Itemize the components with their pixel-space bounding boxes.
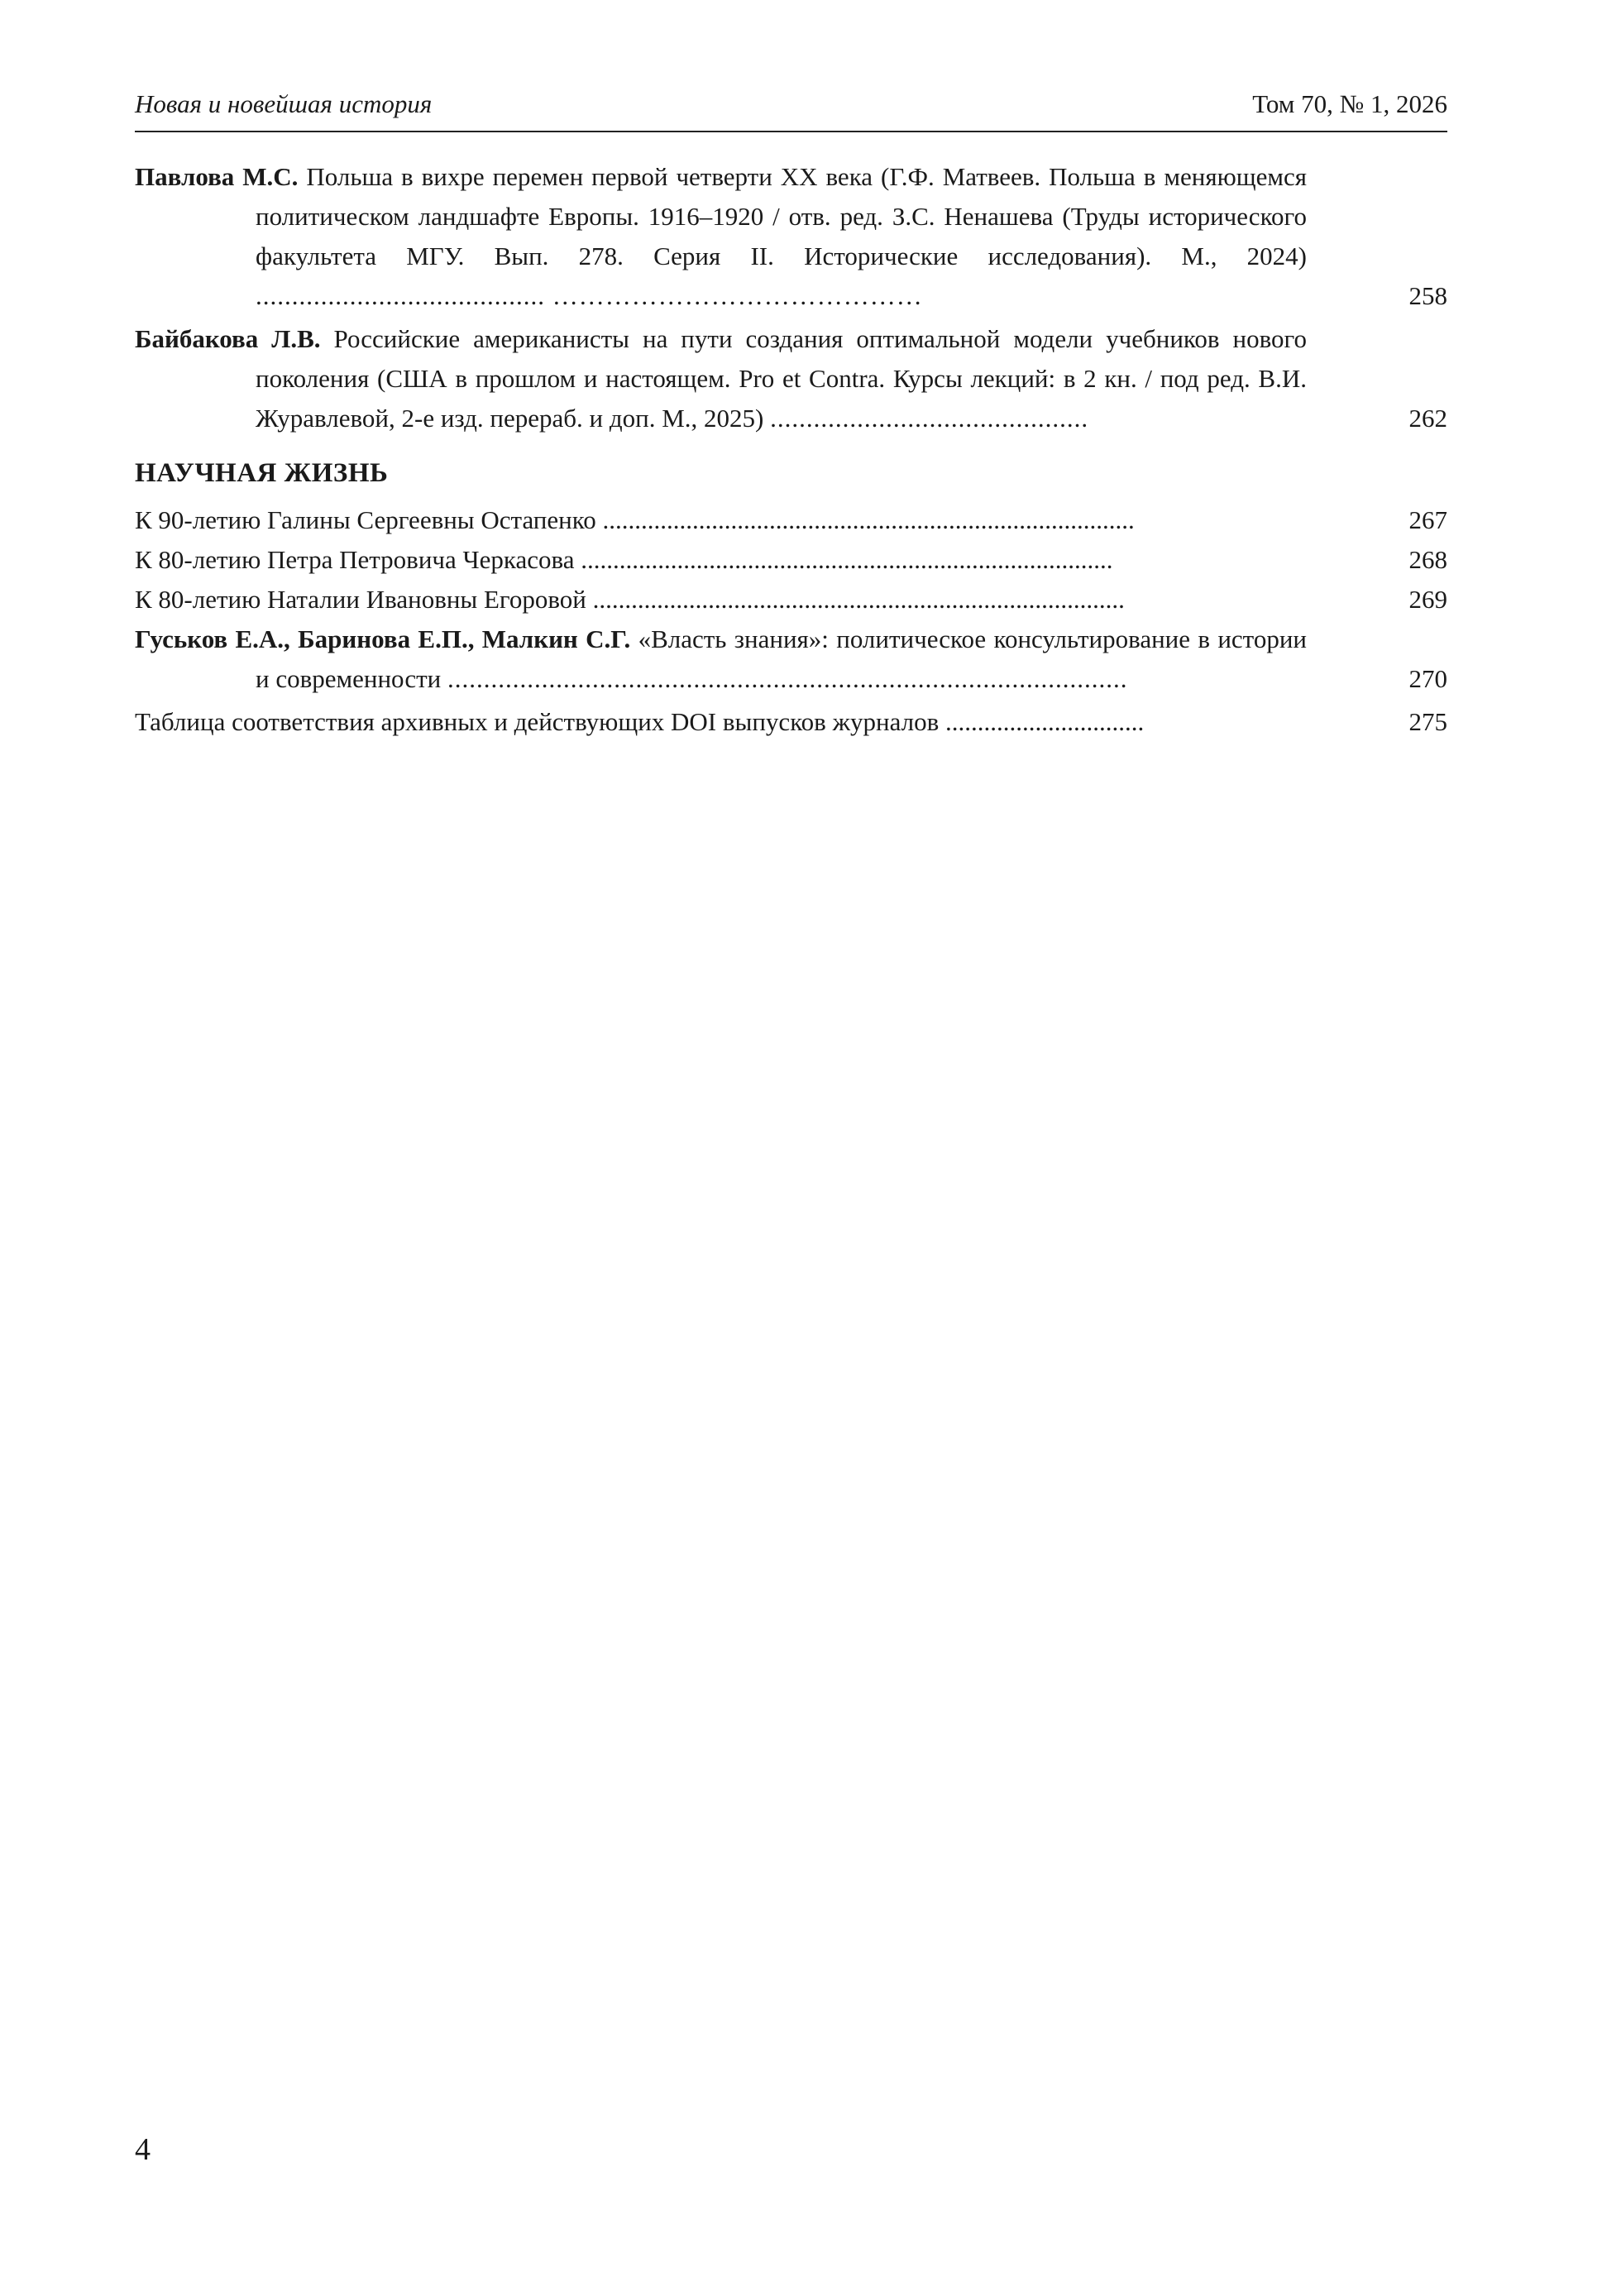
row-title: К 80-летию Наталии Ивановны Егоровой xyxy=(135,585,593,614)
row-page: 267 xyxy=(1408,505,1447,534)
row-page: 269 xyxy=(1408,585,1447,614)
entry-title: Польша в вихре перемен первой четверти XX века (Г.Ф. Матвеев. Польша в меняющемся политическом ландшафте Европы. 1916–1920 / отв. ред. З.С. Ненашева (Труды исторического факультета МГУ. Вып. 278. Серия II. Исторические исследования). М., 2024) xyxy=(256,162,1308,270)
entry-page: 270 xyxy=(1408,664,1447,693)
row-page: 268 xyxy=(1408,545,1447,574)
running-header xyxy=(135,89,1447,119)
row-title: К 80-летию Петра Петровича Черкасова xyxy=(135,545,581,574)
leader-dots: ................................................................................... xyxy=(592,585,1125,614)
leader-dots: ............................................ xyxy=(770,404,1089,433)
toc-entry[interactable] xyxy=(135,157,1447,316)
page-number: 4 xyxy=(135,2132,151,2167)
leader-dots: ................................................................................... xyxy=(581,545,1113,574)
entry-author: Гуськов Е.А., Баринова Е.П., Малкин С.Г. xyxy=(135,624,631,653)
row-title: Таблица соответствия архивных и действующих DOI выпусков журналов xyxy=(135,707,945,736)
entry-author: Павлова М.С. xyxy=(135,162,299,191)
entry-page: 262 xyxy=(1408,404,1447,433)
toc-row[interactable] xyxy=(135,580,1447,619)
leader-dots: ................................................................................... xyxy=(602,505,1135,534)
journal-title: Новая и новейшая история xyxy=(135,89,433,118)
issue-info: Том 70, № 1, 2026 xyxy=(1252,89,1447,118)
header-rule xyxy=(135,131,1447,132)
row-page: 275 xyxy=(1408,707,1447,736)
row-title: К 90-летию Галины Сергеевны Остапенко xyxy=(135,505,603,534)
toc-row[interactable] xyxy=(135,540,1447,580)
toc-entry[interactable] xyxy=(135,319,1447,438)
leader-dots: ............................... xyxy=(944,707,1145,736)
entry-page: 258 xyxy=(1408,281,1447,310)
entry-author: Байбакова Л.В. xyxy=(135,324,321,353)
toc-row[interactable] xyxy=(135,500,1447,540)
toc-row[interactable] xyxy=(135,702,1447,742)
entry-title: «Власть знания»: политическое консультирование в истории и современности xyxy=(256,624,1307,693)
toc-content xyxy=(135,157,1447,742)
entry-title: Российские американисты на пути создания оптимальной модели учебников нового поколения (США в прошлом и настоящем. Pro et Contra. Курсы лекций: в 2 кн. / под ред. В.И. Журавлевой, 2-е изд. перераб. и доп. М., 2025) xyxy=(256,324,1307,433)
leader-dots: ........................................ …………………………………… xyxy=(256,281,923,310)
section-title: НАУЧНАЯ ЖИЗНЬ xyxy=(135,458,389,488)
toc-entry[interactable] xyxy=(135,619,1447,699)
leader-dots: .............................................................................................. xyxy=(447,664,1128,693)
